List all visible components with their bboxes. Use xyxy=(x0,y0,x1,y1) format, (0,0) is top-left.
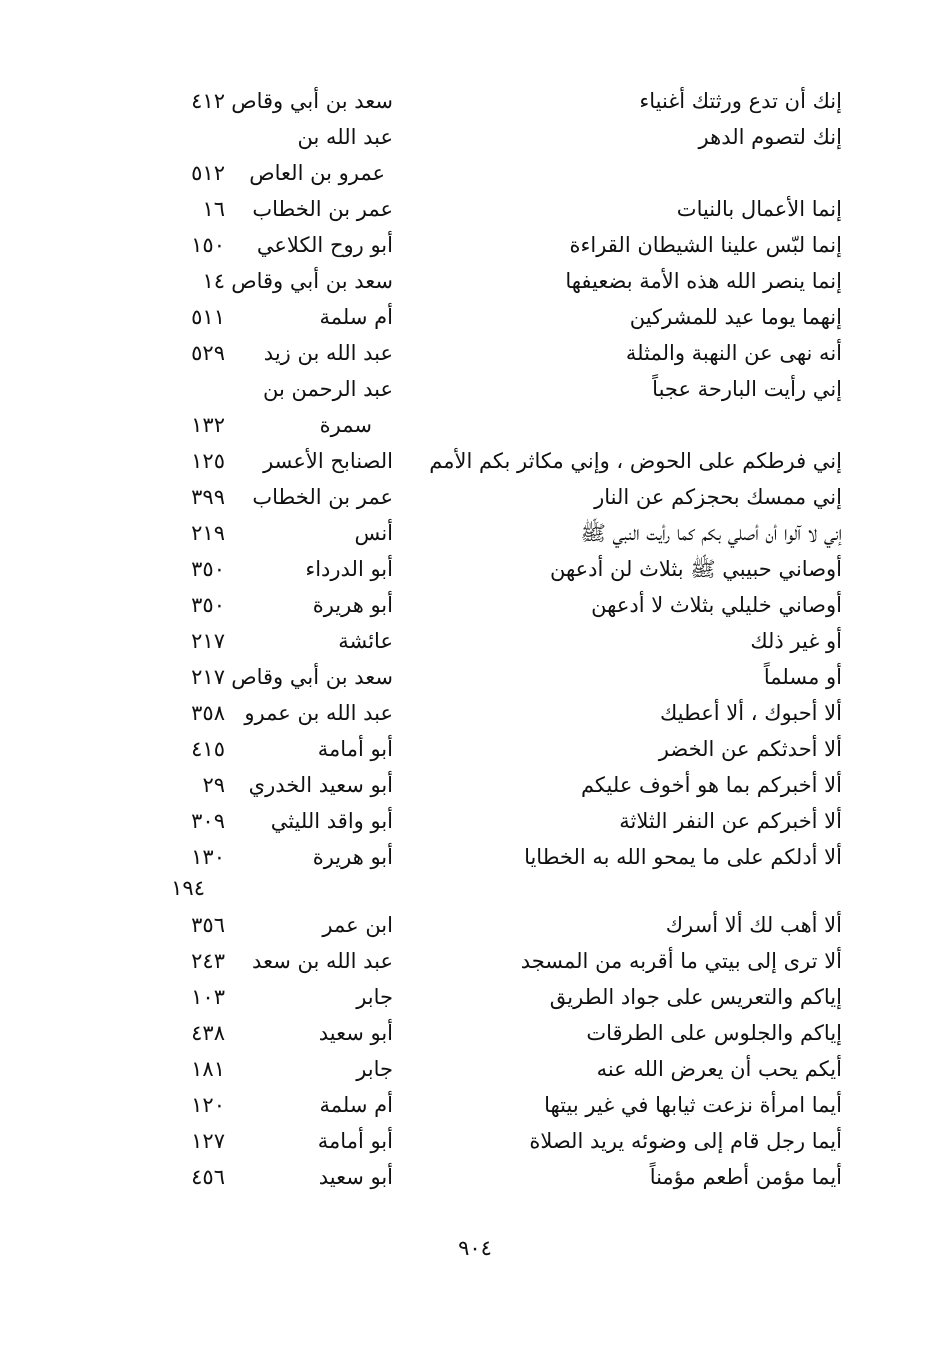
page-reference: ٤٣٨ xyxy=(191,1021,225,1045)
page-reference: ٣٥٠ xyxy=(191,593,225,617)
hadith-text: أو غير ذلك xyxy=(750,629,842,653)
narrator-name: أم سلمة xyxy=(319,305,393,329)
hadith-text: ألا أحدثكم عن الخضر xyxy=(658,737,842,761)
page-reference: ١٩٤ xyxy=(171,876,205,900)
page-reference: ١٦ xyxy=(202,197,225,221)
hadith-text: أوصاني خليلي بثلاث لا أدعهن xyxy=(591,593,842,617)
index-row xyxy=(0,1090,950,1126)
page-reference: ٤١٢ xyxy=(191,89,225,113)
hadith-text: إنما لبّس علينا الشيطان القراءة xyxy=(569,233,842,257)
index-row xyxy=(0,302,950,338)
hadith-text: ألا أدلكم على ما يمحو الله به الخطايا xyxy=(524,845,842,869)
hadith-text: إياكم والتعريس على جواد الطريق xyxy=(549,985,842,1009)
narrator-name: أبو أمامة xyxy=(317,737,393,761)
index-row xyxy=(0,482,950,518)
narrator-name: أبو سعيد xyxy=(318,1021,393,1045)
page-reference: ١٨١ xyxy=(191,1057,225,1081)
hadith-text: أنه نهى عن النهبة والمثلة xyxy=(625,341,842,365)
index-row xyxy=(0,1054,950,1090)
hadith-text: ألا ترى إلى بيتي ما أقربه من المسجد xyxy=(520,949,842,973)
hadith-text: إياكم والجلوس على الطرقات xyxy=(586,1021,842,1045)
hadith-text: ألا أحبوك ، ألا أعطيك xyxy=(659,701,842,725)
hadith-text: إنهما يوما عيد للمشركين xyxy=(629,305,842,329)
page-number: ٩٠٤ xyxy=(458,1236,492,1260)
hadith-text: إني لا آلوا أن أصلي بكم كما رأيت النبي ﷺ xyxy=(580,521,842,545)
narrator-name: الصنابح الأعسر xyxy=(263,449,393,473)
narrator-name: ابن عمر xyxy=(322,913,393,937)
page-reference: ٢٤٣ xyxy=(191,949,225,973)
page-reference: ١٢٠ xyxy=(191,1093,225,1117)
hadith-text: أو مسلماً xyxy=(763,665,842,689)
narrator-name: عبد الرحمن بن xyxy=(263,377,393,401)
page-reference: ١٤ xyxy=(202,269,225,293)
index-row xyxy=(0,446,950,482)
page-reference: ٢١٩ xyxy=(191,521,225,545)
index-row xyxy=(0,662,950,698)
page-reference: ١٥٠ xyxy=(191,233,225,257)
hadith-text: إنك لتصوم الدهر xyxy=(698,125,842,149)
hadith-text: ألا أخبركم بما هو أخوف عليكم xyxy=(580,773,842,797)
narrator-name: أبو هريرة xyxy=(312,593,393,617)
index-row xyxy=(0,770,950,806)
narrator-name: سعد بن أبي وقاص xyxy=(231,89,393,113)
page-reference: ١٠٣ xyxy=(191,985,225,1009)
narrator-name: عمر بن الخطاب xyxy=(252,197,393,221)
index-row xyxy=(0,158,950,194)
hadith-text: إني ممسك بحجزكم عن النار xyxy=(594,485,842,509)
index-row xyxy=(0,338,950,374)
narrator-name: عبد الله بن سعد xyxy=(252,949,393,973)
index-row xyxy=(0,590,950,626)
hadith-text: إنما الأعمال بالنيات xyxy=(676,197,842,221)
page-reference: ٥١١ xyxy=(191,305,225,329)
hadith-text: أيكم يحب أن يعرض الله عنه xyxy=(596,1057,842,1081)
index-row xyxy=(0,982,950,1018)
page-reference: ١٣٠ xyxy=(191,845,225,869)
narrator-name: أم سلمة xyxy=(319,1093,393,1117)
narrator-name: جابر xyxy=(356,985,393,1009)
page-reference: ١٢٧ xyxy=(191,1129,225,1153)
narrator-name: أبو روح الكلاعي xyxy=(256,233,393,257)
hadith-text: أيما مؤمن أطعم مؤمناً xyxy=(649,1165,842,1189)
narrator-name: سعد بن أبي وقاص xyxy=(231,665,393,689)
hadith-text: ألا أخبركم عن النفر الثلاثة xyxy=(619,809,842,833)
index-row xyxy=(0,698,950,734)
page-reference: ٥٢٩ xyxy=(191,341,225,365)
page-reference: ٤٥٦ xyxy=(191,1165,225,1189)
narrator-name: أبو سعيد xyxy=(318,1165,393,1189)
page-reference: ١٢٥ xyxy=(191,449,225,473)
index-row xyxy=(0,122,950,158)
page-reference: ٥١٢ xyxy=(191,161,225,185)
index-row xyxy=(0,734,950,770)
narrator-name: أبو واقد الليثي xyxy=(270,809,393,833)
index-row xyxy=(0,1126,950,1162)
narrator-name: عمرو بن العاص xyxy=(249,161,385,185)
narrator-name: سمرة xyxy=(319,413,372,437)
index-row xyxy=(0,374,950,410)
narrator-name: عبد الله بن عمرو xyxy=(244,701,393,725)
hadith-text: إني رأيت البارحة عجباً xyxy=(652,377,842,401)
page-reference: ٢٩ xyxy=(202,773,225,797)
index-row xyxy=(0,86,950,122)
index-row xyxy=(0,1162,950,1198)
index-row xyxy=(0,230,950,266)
narrator-name: أبو أمامة xyxy=(317,1129,393,1153)
page-reference: ٣٥٨ xyxy=(191,701,225,725)
narrator-name: أبو الدرداء xyxy=(305,557,393,581)
index-row xyxy=(0,910,950,946)
narrator-name: أبو سعيد الخدري xyxy=(248,773,393,797)
index-row xyxy=(0,518,950,554)
index-row xyxy=(0,266,950,302)
index-row xyxy=(0,410,950,446)
page-reference: ٢١٧ xyxy=(191,629,225,653)
index-row xyxy=(0,806,950,842)
narrator-name: أبو هريرة xyxy=(312,845,393,869)
narrator-name: عبد الله بن xyxy=(297,125,393,149)
hadith-text: أيما امرأة نزعت ثيابها في غير بيتها xyxy=(544,1093,842,1117)
page-reference: ٢١٧ xyxy=(191,665,225,689)
page-reference: ٣٥٠ xyxy=(191,557,225,581)
hadith-text: أوصاني حبيبي ﷺ بثلاث لن أدعهن xyxy=(549,557,842,581)
hadith-text: ألا أهب لك ألا أسرك xyxy=(665,913,842,937)
page-reference: ٣٠٩ xyxy=(191,809,225,833)
narrator-name: سعد بن أبي وقاص xyxy=(231,269,393,293)
page-reference: ١٣٢ xyxy=(191,413,225,437)
narrator-name: عبد الله بن زيد xyxy=(263,341,393,365)
hadith-text: إنك أن تدع ورثتك أغنياء xyxy=(639,89,842,113)
hadith-text: إني فرطكم على الحوض ، وإني مكاثر بكم الأمم xyxy=(429,449,842,473)
narrator-name: عائشة xyxy=(338,629,393,653)
index-row xyxy=(0,194,950,230)
narrator-name: جابر xyxy=(356,1057,393,1081)
narrator-name: عمر بن الخطاب xyxy=(252,485,393,509)
index-row xyxy=(0,946,950,982)
page-reference: ٣٥٦ xyxy=(191,913,225,937)
index-row xyxy=(0,626,950,662)
narrator-name: أنس xyxy=(354,521,393,545)
index-row xyxy=(0,1018,950,1054)
page-reference: ٣٩٩ xyxy=(191,485,225,509)
index-row xyxy=(0,873,950,909)
hadith-text: أيما رجل قام إلى وضوئه يريد الصلاة xyxy=(529,1129,842,1153)
page-reference: ٤١٥ xyxy=(191,737,225,761)
index-row xyxy=(0,554,950,590)
hadith-text: إنما ينصر الله هذه الأمة بضعيفها xyxy=(565,269,842,293)
